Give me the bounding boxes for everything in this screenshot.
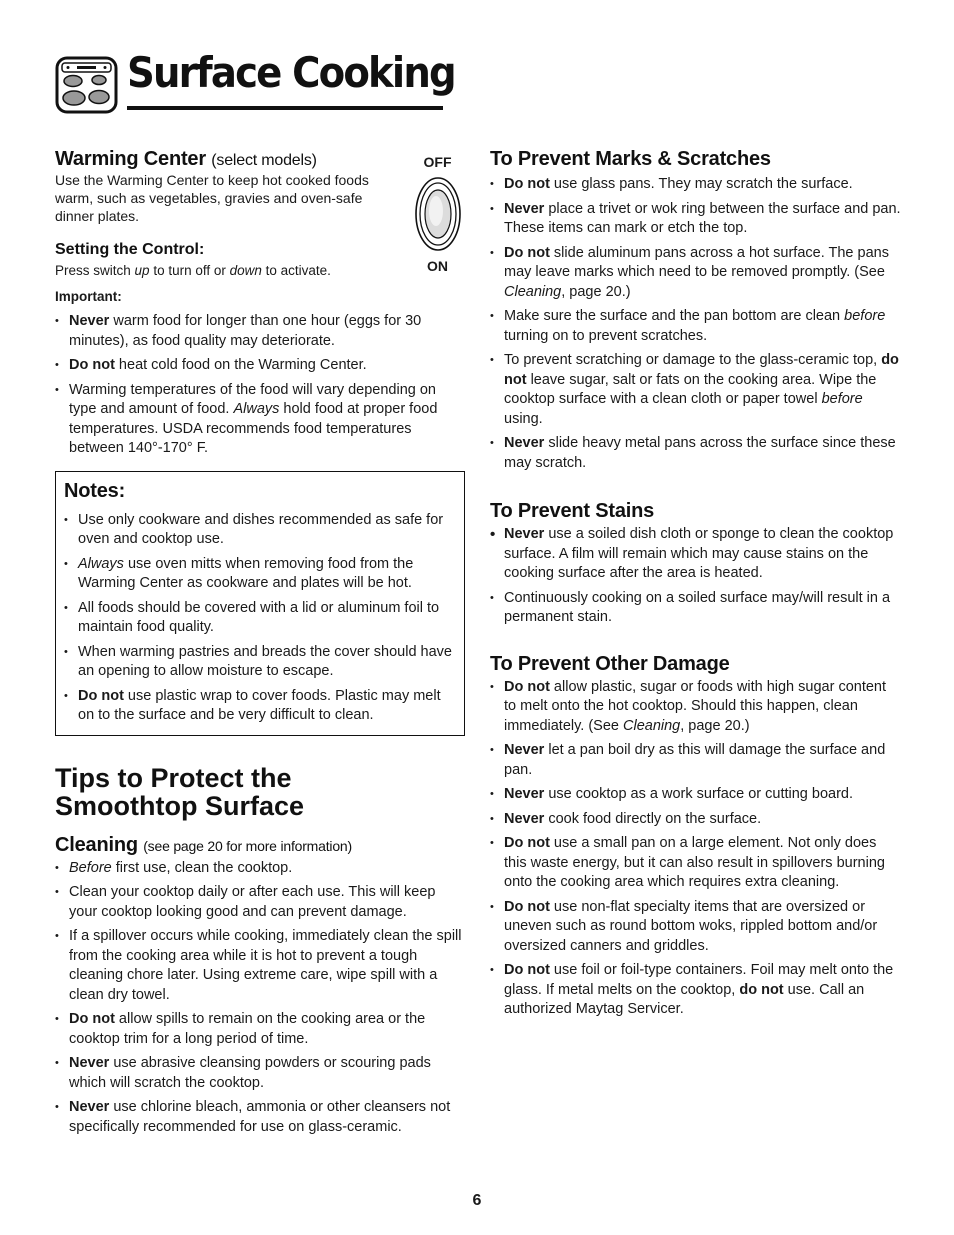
important-label: Important: — [55, 289, 122, 304]
warming-important-list — [55, 312, 465, 459]
left-column — [55, 148, 465, 1142]
page-number: 6 — [472, 1192, 482, 1209]
cleaning-heading: Cleaning (see page 20 for more information) — [55, 833, 352, 856]
other-damage-heading: To Prevent Other Damage — [490, 652, 730, 675]
list-item: • Clean your cooktop daily or after each use. This will keep your cooktop looking good and can prevent damage. — [55, 883, 465, 922]
list-item: • Do not slide aluminum pans across a hot surface. The pans may leave marks which need to be removed promptly. (See Cleaning, page 20.) — [490, 244, 902, 303]
rocker-switch-icon — [414, 176, 462, 252]
list-item: • Never use a soiled dish cloth or sponge to clean the cooktop surface. A film will remain which may cause stains on the cooking surface after the area is heated. — [490, 525, 902, 584]
list-item: • Do not use plastic wrap to cover foods. Plastic may melt on to the surface and be very difficult to clean. — [64, 687, 456, 726]
switch-on-label: ON — [427, 258, 448, 274]
list-item: • Never use cooktop as a work surface or cutting board. — [490, 785, 902, 805]
title-underline — [127, 106, 443, 110]
page-title: Surface Cooking — [127, 48, 455, 97]
list-item: • Never use abrasive cleansing powders or scouring pads which will scratch the cooktop. — [55, 1054, 465, 1093]
list-item: • To prevent scratching or damage to the glass-ceramic top, do not leave sugar, salt or fats on the cooking area. Wipe the cooktop surface with a clean cloth or paper towel before using. — [490, 351, 902, 429]
list-item: • Do not heat cold food on the Warming Center. — [55, 356, 465, 376]
list-item: • Always use oven mitts when removing food from the Warming Center as cookware and plates will be hot. — [64, 555, 456, 594]
list-item: • If a spillover occurs while cooking, immediately clean the spill from the cooking area while it is hot to prevent a tough cleaning chore later. Using extreme care, wipe spill with a clean dry towel. — [55, 927, 465, 1005]
list-item: • When warming pastries and breads the cover should have an opening to allow moisture to escape. — [64, 643, 456, 682]
list-item: • Do not allow plastic, sugar or foods with high sugar content to melt onto the hot cooktop. Should this happen, clean immediately. (See Cleaning, page 20.) — [490, 678, 902, 737]
other-damage-list — [490, 678, 902, 1020]
list-item: • Before first use, clean the cooktop. — [55, 859, 465, 879]
notes-list — [64, 511, 456, 726]
list-item: • Do not allow spills to remain on the cooking area or the cooktop trim for a long period of time. — [55, 1010, 465, 1049]
tips-heading: Tips to Protect the Smoothtop Surface — [55, 762, 305, 821]
list-item: • Never warm food for longer than one hour (eggs for 30 minutes), as food quality may deteriorate. — [55, 312, 465, 351]
setting-control-text: Press switch up to turn off or down to activate. — [55, 263, 331, 278]
list-item: • Never cook food directly on the surface. — [490, 810, 902, 830]
list-item: • Do not use glass pans. They may scratch the surface. — [490, 175, 902, 195]
list-item: • Never slide heavy metal pans across the surface since these may scratch. — [490, 434, 902, 473]
notes-box — [55, 471, 465, 736]
list-item: • Never place a trivet or wok ring between the surface and pan. These items can mark or etch the top. — [490, 200, 902, 239]
list-item: • Do not use foil or foil-type containers. Foil may melt onto the glass. If metal melts on the cooktop, do not use. Call an authorized Maytag Servicer. — [490, 961, 902, 1020]
list-item: • Do not use a small pan on a large element. Not only does this waste energy, but it can also result in spillovers burning onto the cooking area which requires extra cleaning. — [490, 834, 902, 893]
list-item: • Do not use non-flat specialty items that are oversized or uneven such as round bottom woks, rippled bottom and/or oversized canners and griddles. — [490, 898, 902, 957]
setting-control-heading: Setting the Control: — [55, 241, 205, 258]
list-item: • Never let a pan boil dry as this will damage the surface and pan. — [490, 741, 902, 780]
page-header — [55, 48, 455, 116]
switch-off-label: OFF — [423, 154, 452, 170]
list-item: • Use only cookware and dishes recommended as safe for oven and cooktop use. — [64, 511, 456, 550]
list-item: • Never use chlorine bleach, ammonia or other cleansers not specifically recommended for use on glass-ceramic. — [55, 1098, 465, 1137]
warming-intro: Use the Warming Center to keep hot cooked foods warm, such as vegetables, gravies and oven-safe dinner plates. — [55, 172, 369, 224]
list-item: • Warming temperatures of the food will vary depending on type and amount of food. Always hold food at proper food temperatures. USDA recommends food temperatures between 140°-170° F. — [55, 381, 465, 459]
list-item: • Make sure the surface and the pan bottom are clean before turning on to prevent scratches. — [490, 307, 902, 346]
list-item: • Continuously cooking on a soiled surface may/will result in a permanent stain. — [490, 589, 902, 628]
marks-list — [490, 175, 902, 473]
stains-list — [490, 525, 902, 628]
marks-heading: To Prevent Marks & Scratches — [490, 148, 771, 170]
right-column — [490, 148, 902, 1025]
cooktop-icon — [55, 56, 118, 114]
list-item: • All foods should be covered with a lid or aluminum foil to maintain food quality. — [64, 599, 456, 638]
cleaning-list — [55, 859, 465, 1138]
warming-center-section — [55, 148, 465, 459]
stains-heading: To Prevent Stains — [490, 500, 655, 522]
warming-center-heading: Warming Center (select models) — [55, 148, 317, 170]
notes-heading: Notes: — [64, 479, 126, 502]
warming-switch[interactable] — [410, 154, 465, 274]
